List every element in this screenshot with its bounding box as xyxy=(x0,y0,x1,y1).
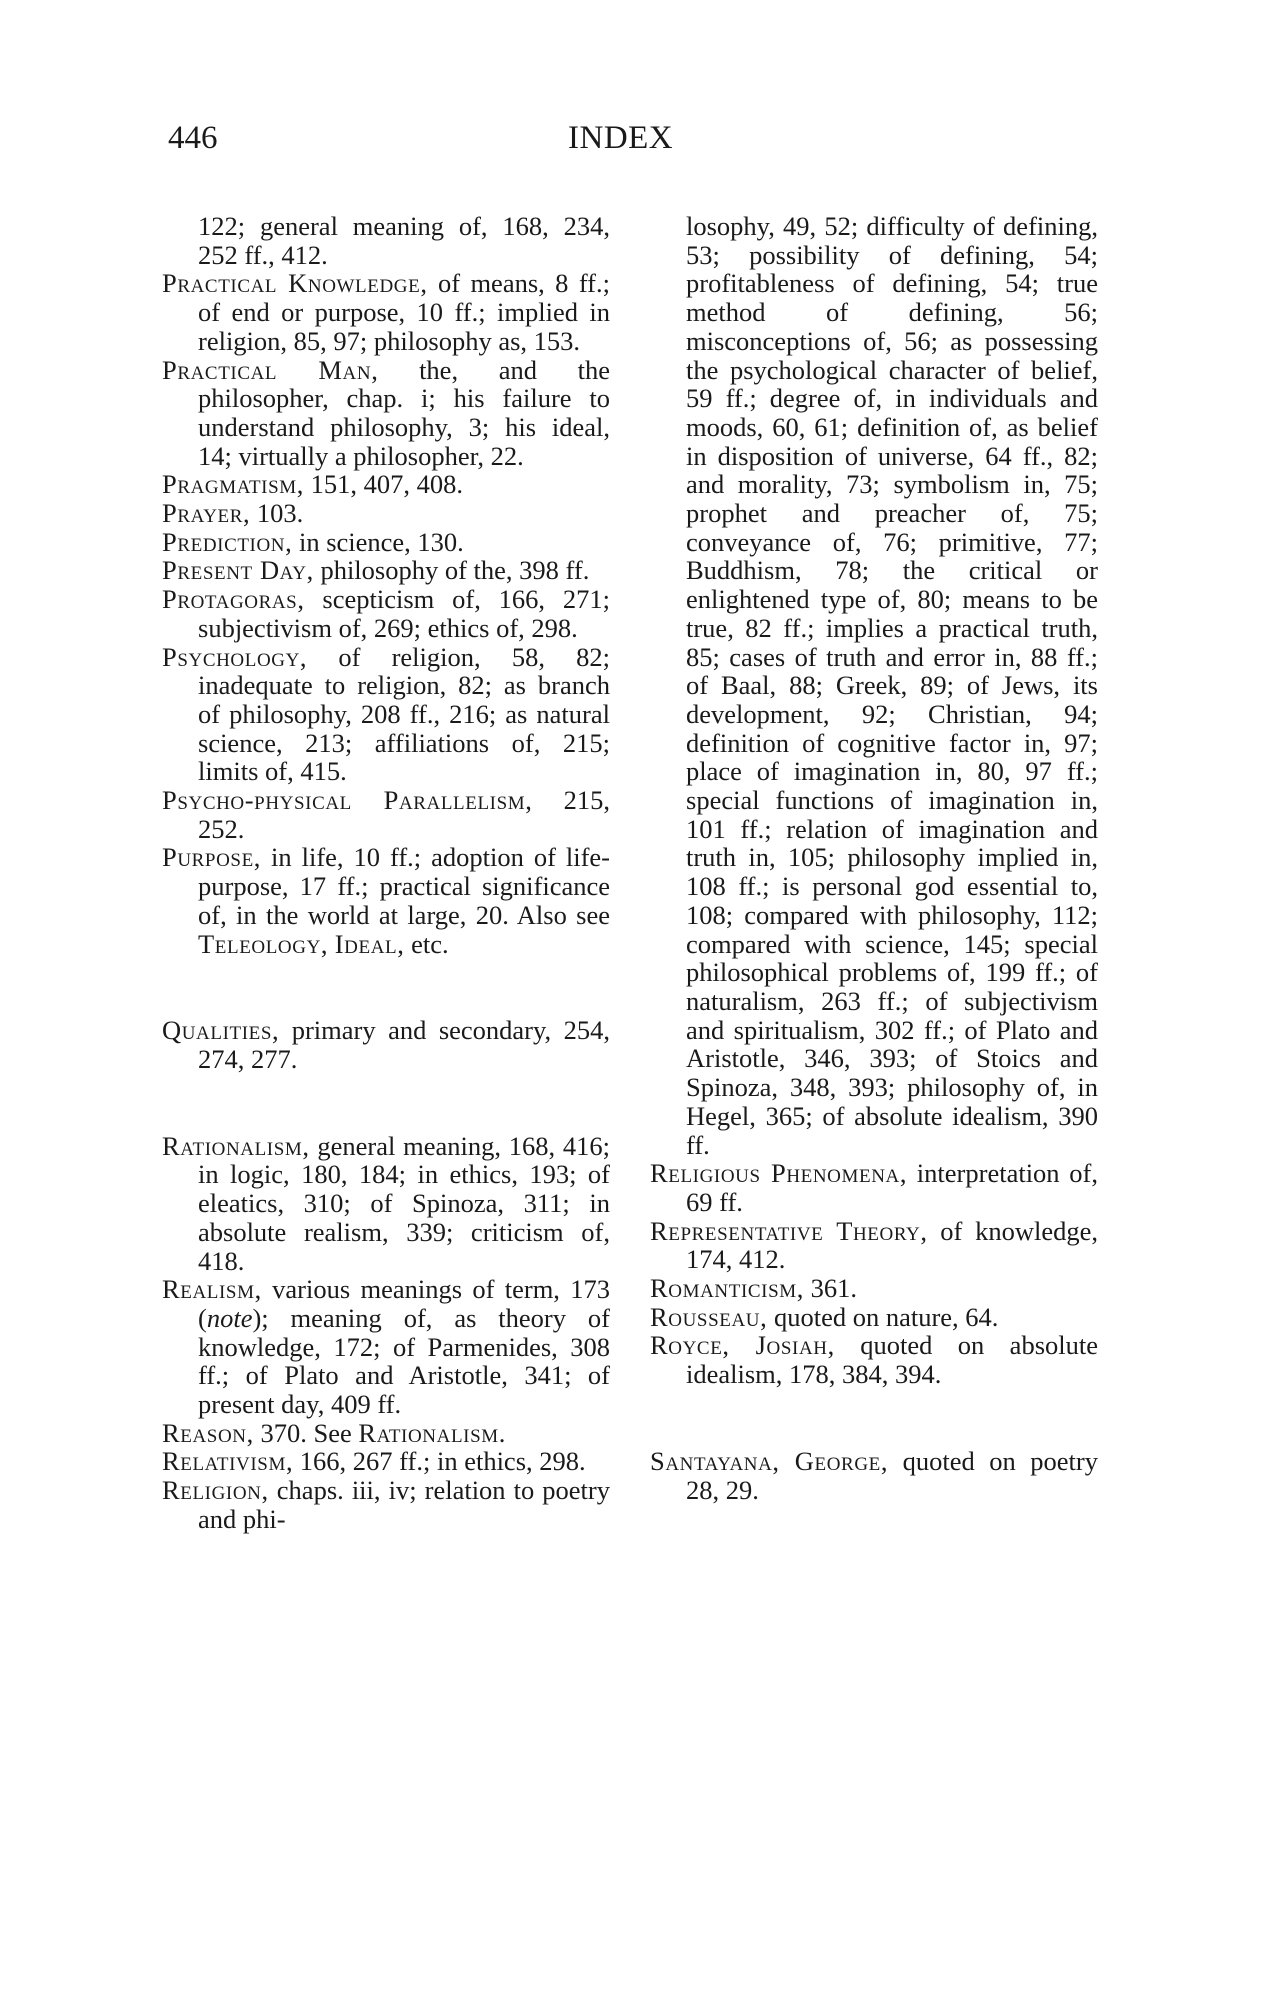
index-entry-qualities: Qualities, primary and secondary, 254, 274, 277. xyxy=(162,1015,610,1074)
entry-headword: Royce, Josiah, xyxy=(650,1330,835,1361)
entry-headword: Rationalism, xyxy=(162,1130,310,1161)
index-entry-reason: Reason, 370. See Rationalism. xyxy=(162,1417,506,1448)
index-entry-rousseau: Rousseau, quoted on nature, 64. xyxy=(650,1301,999,1332)
index-entry-royce: Royce, Josiah, quoted on absolute idealism, 178, 384, 394. xyxy=(650,1330,1098,1390)
index-entry-present-day: Present Day, philosophy of the, 398 ff. xyxy=(162,555,590,586)
index-entry-purpose: Purpose, in life, 10 ff.; adoption of life-purpose, 17 ff.; practical significance of, in the world at large, 20. Also see Teleology, Ideal, etc. xyxy=(162,842,610,959)
page-number: 446 xyxy=(168,120,218,156)
index-entry-practical-knowledge: Practical Knowledge, of means, 8 ff.; of end or purpose, 10 ff.; implied in religion, 85, 97; philosophy as, 153. xyxy=(162,268,610,356)
entry-headword: Protagoras, xyxy=(162,584,305,615)
index-entry-santayana: Santayana, George, quoted on poetry 28, 29. xyxy=(650,1445,1098,1505)
index-entry-psychology: Psychology, of religion, 58, 82; inadequate to religion, 82; as branch of philosophy, 208 ff., 216; as natural science, 213; affiliations of, 215; limits of, 415. xyxy=(162,641,610,787)
index-entry-psycho-physical: Psycho-physical Parallelism, 215, 252. xyxy=(162,785,611,844)
entry-headword: Prayer, xyxy=(162,498,251,529)
entry-headword: Psychology, xyxy=(162,641,308,672)
entry-headword: Representative Theory, xyxy=(650,1215,928,1246)
index-entry-romanticism: Romanticism, 361. xyxy=(650,1273,857,1304)
entry-headword: Pragmatism, xyxy=(162,469,304,500)
cross-reference: Rationalism. xyxy=(358,1417,506,1448)
entry-headword: Religious Phenomena, xyxy=(650,1158,908,1189)
index-entry-relativism: Relativism, 166, 267 ff.; in ethics, 298. xyxy=(162,1446,586,1477)
index-entry-religion: Religion, chaps. iii, iv; relation to poetry and phi- xyxy=(162,1475,610,1534)
entry-headword: Romanticism, xyxy=(650,1273,804,1304)
page-header xyxy=(168,120,1098,170)
index-entry-continuation: 122; general meaning of, 168, 234, 252 ff., 412. xyxy=(198,211,610,270)
entry-headword: Relativism, xyxy=(162,1446,294,1477)
entry-headword: Purpose, xyxy=(162,842,262,873)
index-entry-prayer: Prayer, 103. xyxy=(162,498,304,529)
index-entry-religion-continued: losophy, 49, 52; difficulty of defining, 53; possibility of defining, 54; profitableness of defining, 54; true method of defining, 56; misconceptions of, 56; as possessing the psychological character of belief, 59 ff.; degree of, in individuals and moods, 60, 61; definition of, as belief in disposition of universe, 64 ff., 82; and morality, 73; symbolism in, 75; prophet and preacher of, 75; conveyance of, 76; primitive, 77; Buddhism, 78; the critical or enlightened type of, 80; means to be true, 82 ff.; implies a practical truth, 85; cases of truth and error in, 88 ff.; of Baal, 88; Greek, 89; of Jews, its development, 92; Christian, 94; definition of cognitive factor in, 97; place of imagination in, 80, 97 ff.; special functions of imagination in, 101 ff.; relation of imagination and truth in, 105; philosophy implied in, 108 ff.; is personal god essential to, 108; compared with philosophy, 112; compared with science, 145; special philosophical problems of, 199 ff.; of naturalism, 263 ff.; of subjectivism and spiritualism, 302 ff.; of Plato and Aristotle, 346, 393; of Stoics and Spinoza, 348, 393; philosophy of, in Hegel, 365; of absolute idealism, 390 ff. xyxy=(686,211,1098,1160)
index-entry-protagoras: Protagoras, scepticism of, 166, 271; subjectivism of, 269; ethics of, 298. xyxy=(162,584,610,643)
letter-gap xyxy=(162,1074,610,1132)
letter-gap xyxy=(650,1389,1098,1447)
index-entry-realism: Realism, various meanings of term, 173 (note); meaning of, as theory of knowledge, 172; of Parmenides, 308 ff.; of Plato and Aristotle, 341; of present day, 409 ff. xyxy=(162,1274,610,1420)
right-column xyxy=(650,212,1098,1504)
note-italic: note xyxy=(206,1302,253,1333)
index-entry-practical-man: Practical Man, the, and the philosopher, chap. i; his failure to understand philosophy, 3; his ideal, 14; virtually a philosopher, 22. xyxy=(162,354,610,471)
cross-reference: Ideal, xyxy=(334,928,405,959)
letter-gap xyxy=(162,958,610,1016)
entry-headword: Prediction, xyxy=(162,526,293,557)
entry-headword: Realism, xyxy=(162,1274,262,1305)
index-entry-rationalism: Rationalism, general meaning, 168, 416; in logic, 180, 184; in ethics, 193; of eleatics, 310; of Spinoza, 311; in absolute realism, 339; criticism of, 418. xyxy=(162,1130,610,1276)
left-column xyxy=(162,212,610,1534)
index-entry-prediction: Prediction, in science, 130. xyxy=(162,526,464,557)
entry-headword: Santayana, George, xyxy=(650,1445,889,1476)
entry-headword: Reason, xyxy=(162,1417,254,1448)
entry-headword: Religion, xyxy=(162,1475,269,1506)
entry-headword: Psycho-physical Parallelism, xyxy=(162,785,533,816)
entry-headword: Qualities, xyxy=(162,1015,280,1046)
index-entry-representative-theory: Representative Theory, of knowledge, 174, 412. xyxy=(650,1215,1098,1275)
running-head: INDEX xyxy=(568,120,674,156)
entry-headword: Practical Knowledge, xyxy=(162,268,428,299)
entry-headword: Present Day, xyxy=(162,555,314,586)
index-entry-religious-phenomena: Religious Phenomena, interpretation of, 69 ff. xyxy=(650,1158,1098,1217)
entry-headword: Rousseau, xyxy=(650,1301,768,1332)
entry-headword: Practical Man, xyxy=(162,354,379,385)
index-entry-pragmatism: Pragmatism, 151, 407, 408. xyxy=(162,469,463,500)
cross-reference: Teleology, xyxy=(198,928,329,959)
